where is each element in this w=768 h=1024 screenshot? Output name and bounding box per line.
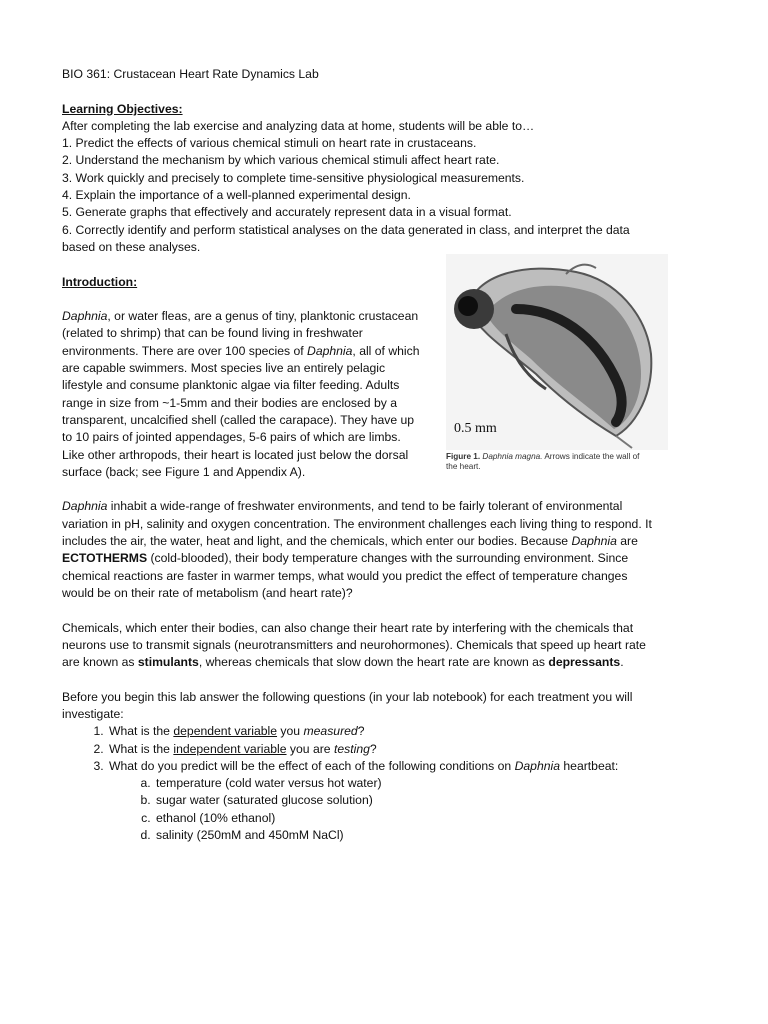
intro-line: range in size from ~1-5mm and their bodies are enclosed by a <box>62 395 397 410</box>
figure-caption: Figure 1. Daphnia magna. Arrows indicate the wall of the heart. <box>446 451 640 471</box>
intro-line: are capable swimmers. Most species live an entirely pelagic <box>62 361 386 376</box>
question-item: 3. What do you predict will be the effect of each of the following conditions on Daphnia heartbeat: a. temperature (cold water versus hot water) b. sugar water (saturated glucose solution) c. ethanol (10% ethanol) d. salinity (250mM and 450mM NaCl) <box>107 758 682 844</box>
para4-line: investigate: <box>62 706 124 721</box>
condition-item: b. sugar water (saturated glucose solution) <box>154 792 682 809</box>
objectives-heading: Learning Objectives: <box>62 101 183 116</box>
intro-line: environments. There are over 100 species of Daphnia, all of which <box>62 343 420 358</box>
intro-line: surface (back; see Figure 1 and Appendix A). <box>62 464 306 479</box>
question-item: 2. What is the independent variable you are testing? <box>107 741 682 758</box>
introduction-heading: Introduction: <box>62 274 138 289</box>
objective-item: 6. Correctly identify and perform statistical analyses on the data generated in class, and interpret the data <box>62 222 630 237</box>
intro-line: Daphnia, or water fleas, are a genus of tiny, planktonic crustacean <box>62 309 419 324</box>
condition-item: d. salinity (250mM and 450mM NaCl) <box>154 827 682 844</box>
objective-item: 2. Understand the mechanism by which various chemical stimuli affect heart rate. <box>62 153 500 168</box>
question-list <box>62 723 682 844</box>
para2-line: variation in pH, salinity and oxygen concentration. The environment challenges each living thing to respond. It <box>62 516 652 531</box>
daphnia-illustration <box>446 254 668 450</box>
para3-line: are known as stimulants, whereas chemicals that slow down the heart rate are known as depressants. <box>62 655 624 670</box>
para2-line: includes the air, the water, heat and light, and the chemicals, which enter our bodies. Because Daphnia are <box>62 534 638 549</box>
objective-item: 3. Work quickly and precisely to complete time-sensitive physiological measurements. <box>62 170 525 185</box>
para2-line: chemical reactions are faster in warmer temps, what would you predict the effect of temperature changes <box>62 568 628 583</box>
intro-line: to 10 pairs of jointed appendages, 5-6 pairs of which are limbs. <box>62 430 401 445</box>
intro-line: Like other arthropods, their heart is located just below the dorsal <box>62 447 409 462</box>
para3-line: Chemicals, which enter their bodies, can also change their heart rate by interfering with the chemicals that <box>62 620 634 635</box>
intro-line: lifestyle and consume planktonic algae via filter feeding. Adults <box>62 378 400 393</box>
condition-item: c. ethanol (10% ethanol) <box>154 810 682 827</box>
introduction-section <box>62 274 682 482</box>
para2-line: would be on their rate of metabolism (and heart rate)? <box>62 585 353 600</box>
figure-1 <box>446 254 732 472</box>
para4-line: Before you begin this lab answer the following questions (in your lab notebook) for each treatment you will <box>62 689 633 704</box>
document-title: BIO 361: Crustacean Heart Rate Dynamics Lab <box>62 67 319 81</box>
intro-line: transparent, uncalcified shell (called the carapace). They have up <box>62 412 415 427</box>
objective-item: 1. Predict the effects of various chemical stimuli on heart rate in crustaceans. <box>62 136 477 151</box>
objective-item-continued: based on these analyses. <box>62 239 201 254</box>
condition-item: a. temperature (cold water versus hot water) <box>154 775 682 792</box>
objective-item: 4. Explain the importance of a well-planned experimental design. <box>62 188 411 203</box>
para3-line: neurons use to transmit signals (neurotransmitters and neurohormones). Chemicals that speed up heart rate <box>62 637 646 652</box>
objective-item: 5. Generate graphs that effectively and accurately represent data in a visual format. <box>62 205 512 220</box>
condition-list <box>109 775 682 844</box>
scale-bar-label: 0.5 mm <box>454 420 497 436</box>
intro-line: (related to shrimp) that can be found living in freshwater <box>62 326 363 341</box>
daphnia-photo <box>446 254 668 450</box>
objectives-intro: After completing the lab exercise and analyzing data at home, students will be able to… <box>62 118 535 133</box>
document-page <box>62 66 682 844</box>
para2-line: Daphnia inhabit a wide-range of freshwater environments, and tend to be fairly tolerant of environmental <box>62 499 623 514</box>
para2-line: ECTOTHERMS (cold-blooded), their body temperature changes with the surrounding environment. Since <box>62 551 629 566</box>
question-item: 1. What is the dependent variable you measured? <box>107 723 682 740</box>
